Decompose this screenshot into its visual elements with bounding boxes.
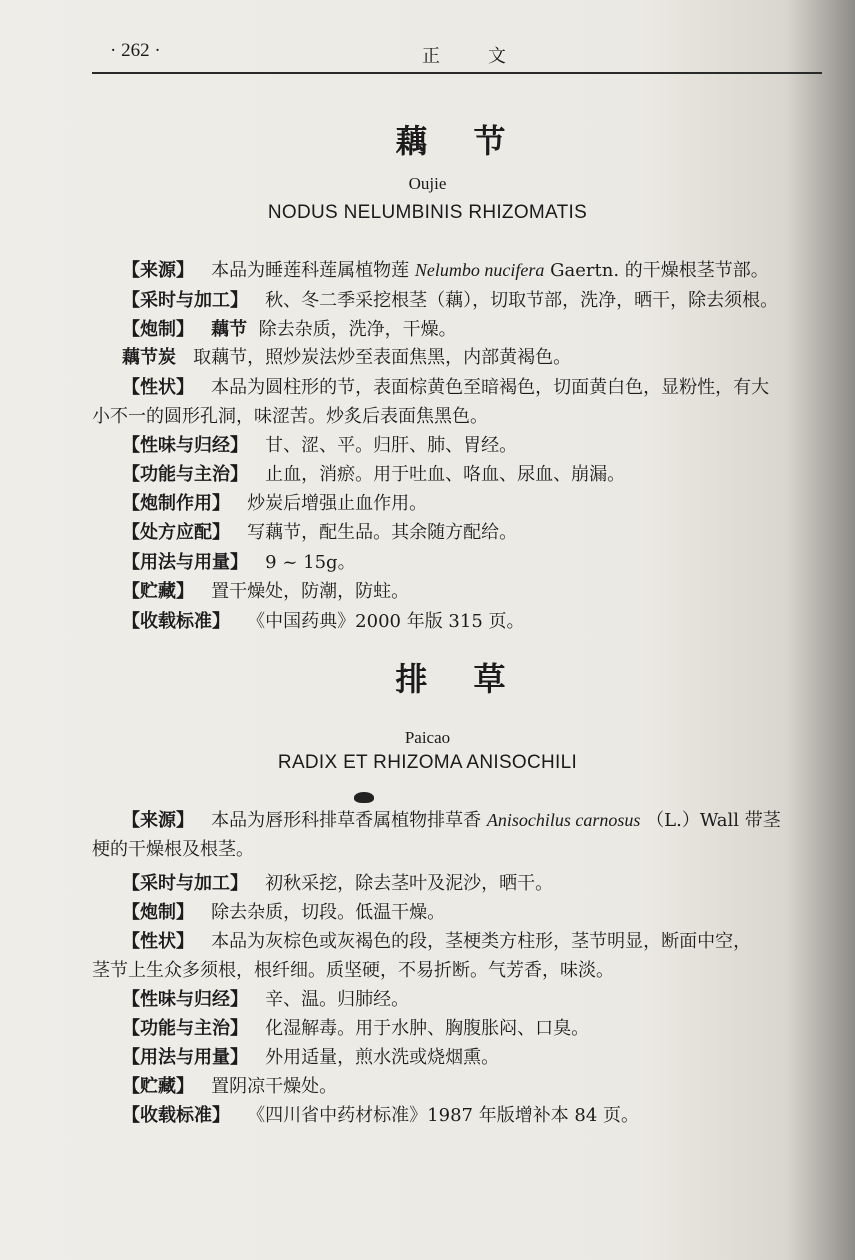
species-name: Anisochilus carnosus: [486, 810, 641, 830]
entry1-standard: [122, 610, 525, 634]
entry1-title: 藕节: [395, 122, 552, 160]
subsection-label: 藕节: [211, 319, 248, 340]
entry1-formula: [122, 521, 517, 545]
species-name: Nelumbo nucifera: [414, 260, 545, 280]
section-text: 外用适量，煎水洗或烧烟熏。: [265, 1047, 500, 1068]
section-label: 【贮藏】: [122, 1076, 194, 1097]
entry1-latin-name: NODUS NELUMBINIS RHIZOMATIS: [267, 202, 588, 223]
section-label: 【功能与主治】: [122, 464, 248, 485]
section-label: 【性味与归经】: [122, 989, 248, 1010]
section-text: Gaertn. 的干燥根茎节部。: [550, 260, 769, 281]
section-label: 【采时与加工】: [122, 290, 248, 311]
section-label: 【性味与归经】: [122, 435, 248, 456]
section-text: 秋、冬二季采挖根茎（藕），切取节部，洗净，晒干，除去须根。: [265, 290, 779, 311]
section-text: 置干燥处，防潮，防蛀。: [211, 581, 410, 602]
section-label: 【用法与用量】: [122, 1047, 248, 1068]
section-label: 【采时与加工】: [122, 873, 248, 894]
page-number: · 262 ·: [110, 40, 161, 61]
section-text: 甘、涩、平。归肝、肺、胃经。: [265, 435, 518, 456]
section-label: 【功能与主治】: [122, 1018, 248, 1039]
section-text: 止血，消瘀。用于吐血、咯血、尿血、崩漏。: [265, 464, 626, 485]
entry1-dosage: [122, 551, 356, 575]
section-label: 【性状】: [122, 377, 194, 398]
section-text: 本品为唇形科排草香属植物排草香: [211, 810, 482, 831]
entry1-harvest: [122, 289, 778, 313]
header-rule: [92, 72, 822, 74]
section-label: 【用法与用量】: [122, 552, 248, 573]
section-text: 本品为圆柱形的节，表面棕黄色至暗褐色，切面黄白色，显粉性，有大: [211, 377, 770, 398]
entry2-function: [122, 1017, 589, 1041]
section-text: 初秋采挖，除去茎叶及泥沙，晒干。: [265, 873, 554, 894]
section-label: 【炮制作用】: [122, 493, 230, 514]
entry2-nature: [122, 988, 409, 1012]
entry2-harvest: [122, 872, 553, 896]
section-text: 化湿解毒。用于水肿、胸腹胀闷、口臭。: [265, 1018, 590, 1039]
section-text: 《中国药典》2000 年版 315 页。: [247, 611, 525, 632]
entry2-pinyin: Paicao: [404, 728, 451, 747]
entry1-processing: [122, 318, 457, 342]
entry1-processing-effect: [122, 492, 427, 516]
section-text: 《四川省中药材标准》1987 年版增补本 84 页。: [247, 1105, 640, 1126]
section-text: 取藕节，照炒炭法炒至表面焦黑，内部黄褐色。: [193, 347, 572, 368]
running-header: [92, 38, 795, 72]
entry2-latin-name: RADIX ET RHIZOMA ANISOCHILI: [277, 752, 578, 773]
section-label: 【来源】: [122, 810, 194, 831]
entry1-processing-charcoal: [122, 346, 571, 370]
section-label: 【处方应配】: [122, 522, 230, 543]
entry2-dosage: [122, 1046, 499, 1070]
entry1-source: [122, 258, 769, 283]
running-title: 正文: [422, 46, 554, 67]
section-label: 【炮制】: [122, 902, 194, 923]
section-text: 本品为睡莲科莲属植物莲: [211, 260, 410, 281]
section-text: 置阴凉干燥处。: [211, 1076, 338, 1097]
entry1-storage: [122, 580, 409, 604]
entry2-source-cont: 梗的干燥根及根茎。: [92, 839, 254, 860]
entry1-function: [122, 463, 625, 487]
entry2-processing: [122, 901, 445, 925]
section-text: 辛、温。归肺经。: [265, 989, 410, 1010]
entry2-standard: [122, 1104, 639, 1128]
entry2-character: [122, 930, 751, 954]
section-label: 【贮藏】: [122, 581, 194, 602]
entry1-character: [122, 376, 769, 400]
section-text: 除去杂质，切段。低温干燥。: [211, 902, 446, 923]
section-text: 写藕节，配生品。其余随方配给。: [247, 522, 518, 543]
entry2-title: 排草: [395, 660, 552, 698]
section-text: 炒炭后增强止血作用。: [247, 493, 428, 514]
section-label: 【收载标准】: [122, 1105, 230, 1126]
entry2-character-cont: 茎节上生众多须根，根纤细。质坚硬，不易折断。气芳香，味淡。: [92, 960, 614, 981]
entry2-source: [122, 808, 781, 833]
section-text: 9 ~ 15g。: [265, 552, 356, 573]
subsection-label: 藕节炭: [122, 347, 176, 368]
entry1-character-cont: 小不一的圆形孔洞，味涩苦。炒炙后表面焦黑色。: [92, 406, 488, 427]
section-label: 【来源】: [122, 260, 194, 281]
leaf-ornament-icon: [354, 792, 374, 803]
section-text: 本品为灰棕色或灰褐色的段，茎梗类方柱形，茎节明显，断面中空，: [211, 931, 752, 952]
section-text: 除去杂质，洗净，干燥。: [258, 319, 457, 340]
section-label: 【收载标准】: [122, 611, 230, 632]
section-text: （L.）Wall 带茎: [646, 810, 781, 831]
section-label: 【炮制】: [122, 319, 194, 340]
entry2-storage: [122, 1075, 337, 1099]
entry1-pinyin: Oujie: [408, 174, 447, 193]
section-label: 【性状】: [122, 931, 194, 952]
entry1-nature: [122, 434, 517, 458]
